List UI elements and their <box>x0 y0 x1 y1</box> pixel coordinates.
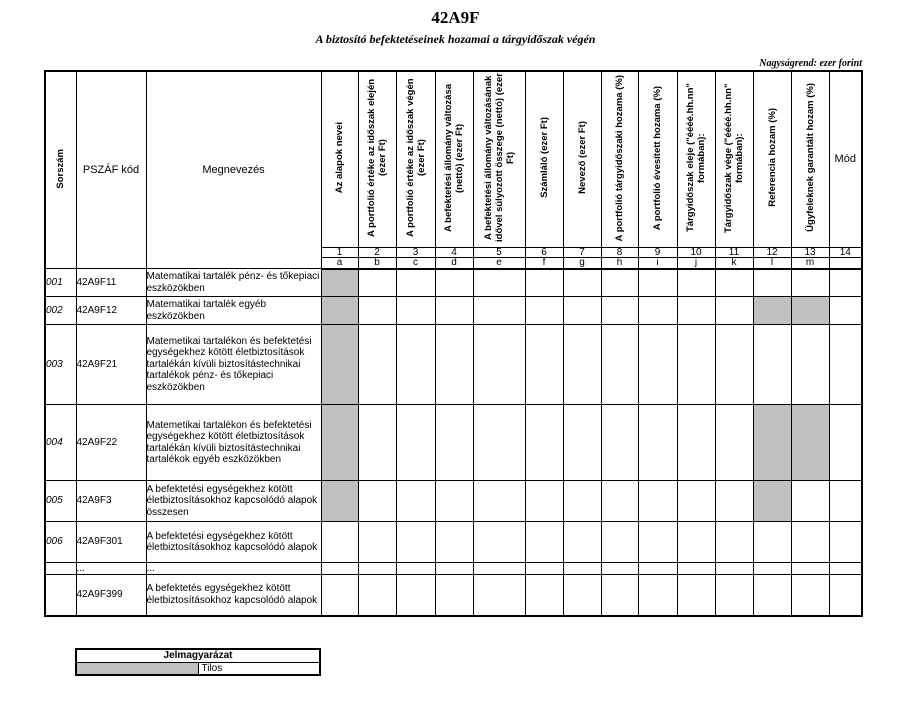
header-col-7: Nevező (ezer Ft) <box>563 71 601 247</box>
header-col-12: Referencia hozam (%) <box>753 71 791 247</box>
header-row <box>45 71 862 247</box>
data-cell[interactable] <box>358 522 396 563</box>
row-megnevezes: ... <box>146 563 321 575</box>
col-number: 10 <box>677 247 715 257</box>
data-cell[interactable] <box>563 269 601 297</box>
data-cell[interactable] <box>396 481 435 522</box>
data-cell[interactable] <box>638 405 677 481</box>
data-cell[interactable] <box>829 522 862 563</box>
legend-title: Jelmagyarázat <box>76 649 320 662</box>
row-pszaf-kod: 42A9F12 <box>76 297 146 325</box>
data-cell[interactable] <box>435 297 473 325</box>
data-cell[interactable] <box>677 297 715 325</box>
data-cell[interactable] <box>638 297 677 325</box>
data-cell[interactable] <box>601 297 638 325</box>
report-table <box>44 70 863 617</box>
row-megnevezes: A befektetési egységekhez kötött életbiztosításokhoz kapcsolódó alapok összesen <box>146 481 321 522</box>
header-megnevezes: Megnevezés <box>146 71 321 269</box>
row-sorszam: 003 <box>45 325 76 405</box>
table-row <box>45 522 862 563</box>
data-cell[interactable] <box>435 522 473 563</box>
form-code: 42A9F <box>431 8 480 27</box>
forbidden-cell <box>753 405 791 481</box>
col-number: 3 <box>396 247 435 257</box>
table-row <box>45 325 862 405</box>
header-col-11: Tárgyidőszak vége ("éééé.hh.nn" formában): <box>715 71 753 247</box>
table-row <box>45 575 862 616</box>
row-sorszam: 006 <box>45 522 76 563</box>
data-cell[interactable] <box>358 563 396 575</box>
data-cell[interactable] <box>677 269 715 297</box>
data-cell[interactable] <box>791 325 829 405</box>
data-cell[interactable] <box>396 297 435 325</box>
row-megnevezes: Matemetikai tartalékon és befektetési egységekhez kötött életbiztosítások tartalékán kívüli biztosítástechnikai tartalékok pénz- és tőkepiaci eszközökben <box>146 325 321 405</box>
header-col-6: Számláló (ezer Ft) <box>525 71 563 247</box>
col-number: 7 <box>563 247 601 257</box>
col-number: 6 <box>525 247 563 257</box>
data-cell[interactable] <box>525 269 563 297</box>
header-col-13: Ügyfeleknek garantált hozam (%) <box>791 71 829 247</box>
data-cell[interactable] <box>563 563 601 575</box>
unit-note: Nagyságrend: ezer forint <box>759 58 862 69</box>
row-sorszam: 001 <box>45 269 76 297</box>
data-cell[interactable] <box>563 325 601 405</box>
data-cell[interactable] <box>677 563 715 575</box>
data-cell[interactable] <box>435 405 473 481</box>
col-number: 13 <box>791 247 829 257</box>
col-letter: k <box>715 257 753 269</box>
data-cell[interactable] <box>601 405 638 481</box>
data-cell[interactable] <box>601 269 638 297</box>
data-cell[interactable] <box>473 269 525 297</box>
legend-label: Tilos <box>198 662 320 675</box>
data-cell[interactable] <box>753 522 791 563</box>
col-letter: a <box>321 257 358 269</box>
row-pszaf-kod: 42A9F11 <box>76 269 146 297</box>
legend <box>75 648 321 676</box>
data-cell[interactable] <box>473 405 525 481</box>
col-number: 8 <box>601 247 638 257</box>
col-letter: i <box>638 257 677 269</box>
col-number: 2 <box>358 247 396 257</box>
col-letter: c <box>396 257 435 269</box>
row-sorszam <box>45 575 76 616</box>
data-cell[interactable] <box>435 563 473 575</box>
header-pszaf-kod: PSZÁF kód <box>76 71 146 269</box>
data-cell[interactable] <box>753 269 791 297</box>
data-cell[interactable] <box>715 575 753 616</box>
forbidden-cell <box>321 325 358 405</box>
data-cell[interactable] <box>829 297 862 325</box>
data-cell[interactable] <box>358 269 396 297</box>
row-sorszam: 004 <box>45 405 76 481</box>
row-megnevezes: Matematikai tartalék egyéb eszközökben <box>146 297 321 325</box>
col-number: 12 <box>753 247 791 257</box>
data-cell[interactable] <box>829 481 862 522</box>
header-sorszam: Sorszám <box>45 71 76 269</box>
row-pszaf-kod: 42A9F3 <box>76 481 146 522</box>
row-pszaf-kod: 42A9F22 <box>76 405 146 481</box>
row-sorszam: 005 <box>45 481 76 522</box>
data-cell[interactable] <box>473 297 525 325</box>
data-cell[interactable] <box>396 405 435 481</box>
header-col-1: Az alapok nevei <box>321 71 358 247</box>
data-cell[interactable] <box>358 297 396 325</box>
data-cell[interactable] <box>563 405 601 481</box>
col-letter: f <box>525 257 563 269</box>
data-cell[interactable] <box>601 575 638 616</box>
table-row <box>45 563 862 575</box>
data-cell[interactable] <box>638 575 677 616</box>
data-cell[interactable] <box>321 563 358 575</box>
forbidden-cell <box>321 269 358 297</box>
row-pszaf-kod: 42A9F21 <box>76 325 146 405</box>
row-megnevezes: Matemetikai tartalékon és befektetési egységekhez kötött életbiztosítások tartalékán kívüli biztosítástechnikai tartalékok egyéb eszközökben <box>146 405 321 481</box>
data-cell[interactable] <box>791 481 829 522</box>
data-cell[interactable] <box>358 405 396 481</box>
data-cell[interactable] <box>563 575 601 616</box>
data-cell[interactable] <box>791 522 829 563</box>
data-cell[interactable] <box>525 325 563 405</box>
data-cell[interactable] <box>677 481 715 522</box>
table-row <box>45 481 862 522</box>
data-cell[interactable] <box>473 563 525 575</box>
header-col-10: Tárgyidőszak eleje ("éééé.hh.nn" formában): <box>677 71 715 247</box>
data-cell[interactable] <box>715 269 753 297</box>
col-number: 9 <box>638 247 677 257</box>
data-cell[interactable] <box>435 325 473 405</box>
col-letter: b <box>358 257 396 269</box>
row-megnevezes: A befektetési egységekhez kötött életbiztosításokhoz kapcsolódó alapok <box>146 522 321 563</box>
row-sorszam <box>45 563 76 575</box>
data-cell[interactable] <box>638 269 677 297</box>
col-number: 11 <box>715 247 753 257</box>
data-cell[interactable] <box>525 522 563 563</box>
col-letter <box>829 257 862 269</box>
data-cell[interactable] <box>638 522 677 563</box>
data-cell[interactable] <box>473 325 525 405</box>
data-cell[interactable] <box>829 575 862 616</box>
data-cell[interactable] <box>473 522 525 563</box>
data-cell[interactable] <box>753 563 791 575</box>
row-megnevezes: A befektetés egységekhez kötött életbiztosításokhoz kapcsolódó alapok <box>146 575 321 616</box>
data-cell[interactable] <box>677 405 715 481</box>
col-number: 4 <box>435 247 473 257</box>
data-cell[interactable] <box>677 325 715 405</box>
forbidden-cell <box>791 405 829 481</box>
data-cell[interactable] <box>829 269 862 297</box>
col-letter: j <box>677 257 715 269</box>
data-cell[interactable] <box>753 325 791 405</box>
data-cell[interactable] <box>358 575 396 616</box>
row-pszaf-kod: ... <box>76 563 146 575</box>
data-cell[interactable] <box>829 325 862 405</box>
data-cell[interactable] <box>396 563 435 575</box>
data-cell[interactable] <box>601 522 638 563</box>
form-title: A biztosító befektetéseinek hozamai a tárgyidőszak végén <box>315 32 596 46</box>
data-cell[interactable] <box>715 481 753 522</box>
data-cell[interactable] <box>638 481 677 522</box>
data-cell[interactable] <box>638 325 677 405</box>
col-letter: l <box>753 257 791 269</box>
data-cell[interactable] <box>473 481 525 522</box>
data-cell[interactable] <box>525 575 563 616</box>
data-cell[interactable] <box>829 405 862 481</box>
forbidden-cell <box>753 297 791 325</box>
data-cell[interactable] <box>525 297 563 325</box>
header-col-3: A portfolió értéke az időszak végén (ezer Ft) <box>396 71 435 247</box>
data-cell[interactable] <box>829 563 862 575</box>
data-cell[interactable] <box>396 522 435 563</box>
data-cell[interactable] <box>791 575 829 616</box>
data-cell[interactable] <box>791 269 829 297</box>
data-cell[interactable] <box>473 575 525 616</box>
data-cell[interactable] <box>396 325 435 405</box>
data-cell[interactable] <box>435 575 473 616</box>
col-letter: h <box>601 257 638 269</box>
data-cell[interactable] <box>563 481 601 522</box>
data-cell[interactable] <box>601 563 638 575</box>
forbidden-cell <box>321 481 358 522</box>
data-cell[interactable] <box>715 522 753 563</box>
header-col-8: A portfolió tárgyidőszaki hozama (%) <box>601 71 638 247</box>
col-letter: m <box>791 257 829 269</box>
data-cell[interactable] <box>715 297 753 325</box>
table-row <box>45 297 862 325</box>
forbidden-cell <box>791 297 829 325</box>
legend-swatch <box>76 662 198 675</box>
data-cell[interactable] <box>563 522 601 563</box>
header-col-5: A befektetési állomány változásának idővel súlyozott összege (nettó) (ezer Ft) <box>473 71 525 247</box>
data-cell[interactable] <box>677 522 715 563</box>
header-col-14: Mód <box>829 71 862 247</box>
data-cell[interactable] <box>525 563 563 575</box>
col-number: 5 <box>473 247 525 257</box>
data-cell[interactable] <box>753 575 791 616</box>
row-sorszam: 002 <box>45 297 76 325</box>
header-col-9: A portfolió évesített hozama (%) <box>638 71 677 247</box>
row-pszaf-kod: 42A9F399 <box>76 575 146 616</box>
data-cell[interactable] <box>791 563 829 575</box>
data-cell[interactable] <box>563 297 601 325</box>
header-col-2: A portfolió értéke az időszak elején (ezer Ft) <box>358 71 396 247</box>
data-cell[interactable] <box>396 269 435 297</box>
forbidden-cell <box>321 297 358 325</box>
data-cell[interactable] <box>525 481 563 522</box>
data-cell[interactable] <box>358 481 396 522</box>
data-cell[interactable] <box>601 481 638 522</box>
data-cell[interactable] <box>321 522 358 563</box>
data-cell[interactable] <box>638 563 677 575</box>
data-cell[interactable] <box>715 325 753 405</box>
table-row <box>45 269 862 297</box>
row-pszaf-kod: 42A9F301 <box>76 522 146 563</box>
data-cell[interactable] <box>358 325 396 405</box>
col-letter: g <box>563 257 601 269</box>
col-letter: e <box>473 257 525 269</box>
col-number: 14 <box>829 247 862 257</box>
data-cell[interactable] <box>715 563 753 575</box>
row-megnevezes: Matematikai tartalék pénz- és tőkepiaci eszközökben <box>146 269 321 297</box>
data-cell[interactable] <box>396 575 435 616</box>
data-cell[interactable] <box>321 575 358 616</box>
data-cell[interactable] <box>435 269 473 297</box>
table-row <box>45 405 862 481</box>
col-number: 1 <box>321 247 358 257</box>
data-cell[interactable] <box>525 405 563 481</box>
data-cell[interactable] <box>435 481 473 522</box>
col-letter: d <box>435 257 473 269</box>
forbidden-cell <box>753 481 791 522</box>
data-cell[interactable] <box>601 325 638 405</box>
header-col-4: A befektetési állomány változása (nettó) (ezer Ft) <box>435 71 473 247</box>
data-cell[interactable] <box>677 575 715 616</box>
forbidden-cell <box>321 405 358 481</box>
data-cell[interactable] <box>715 405 753 481</box>
